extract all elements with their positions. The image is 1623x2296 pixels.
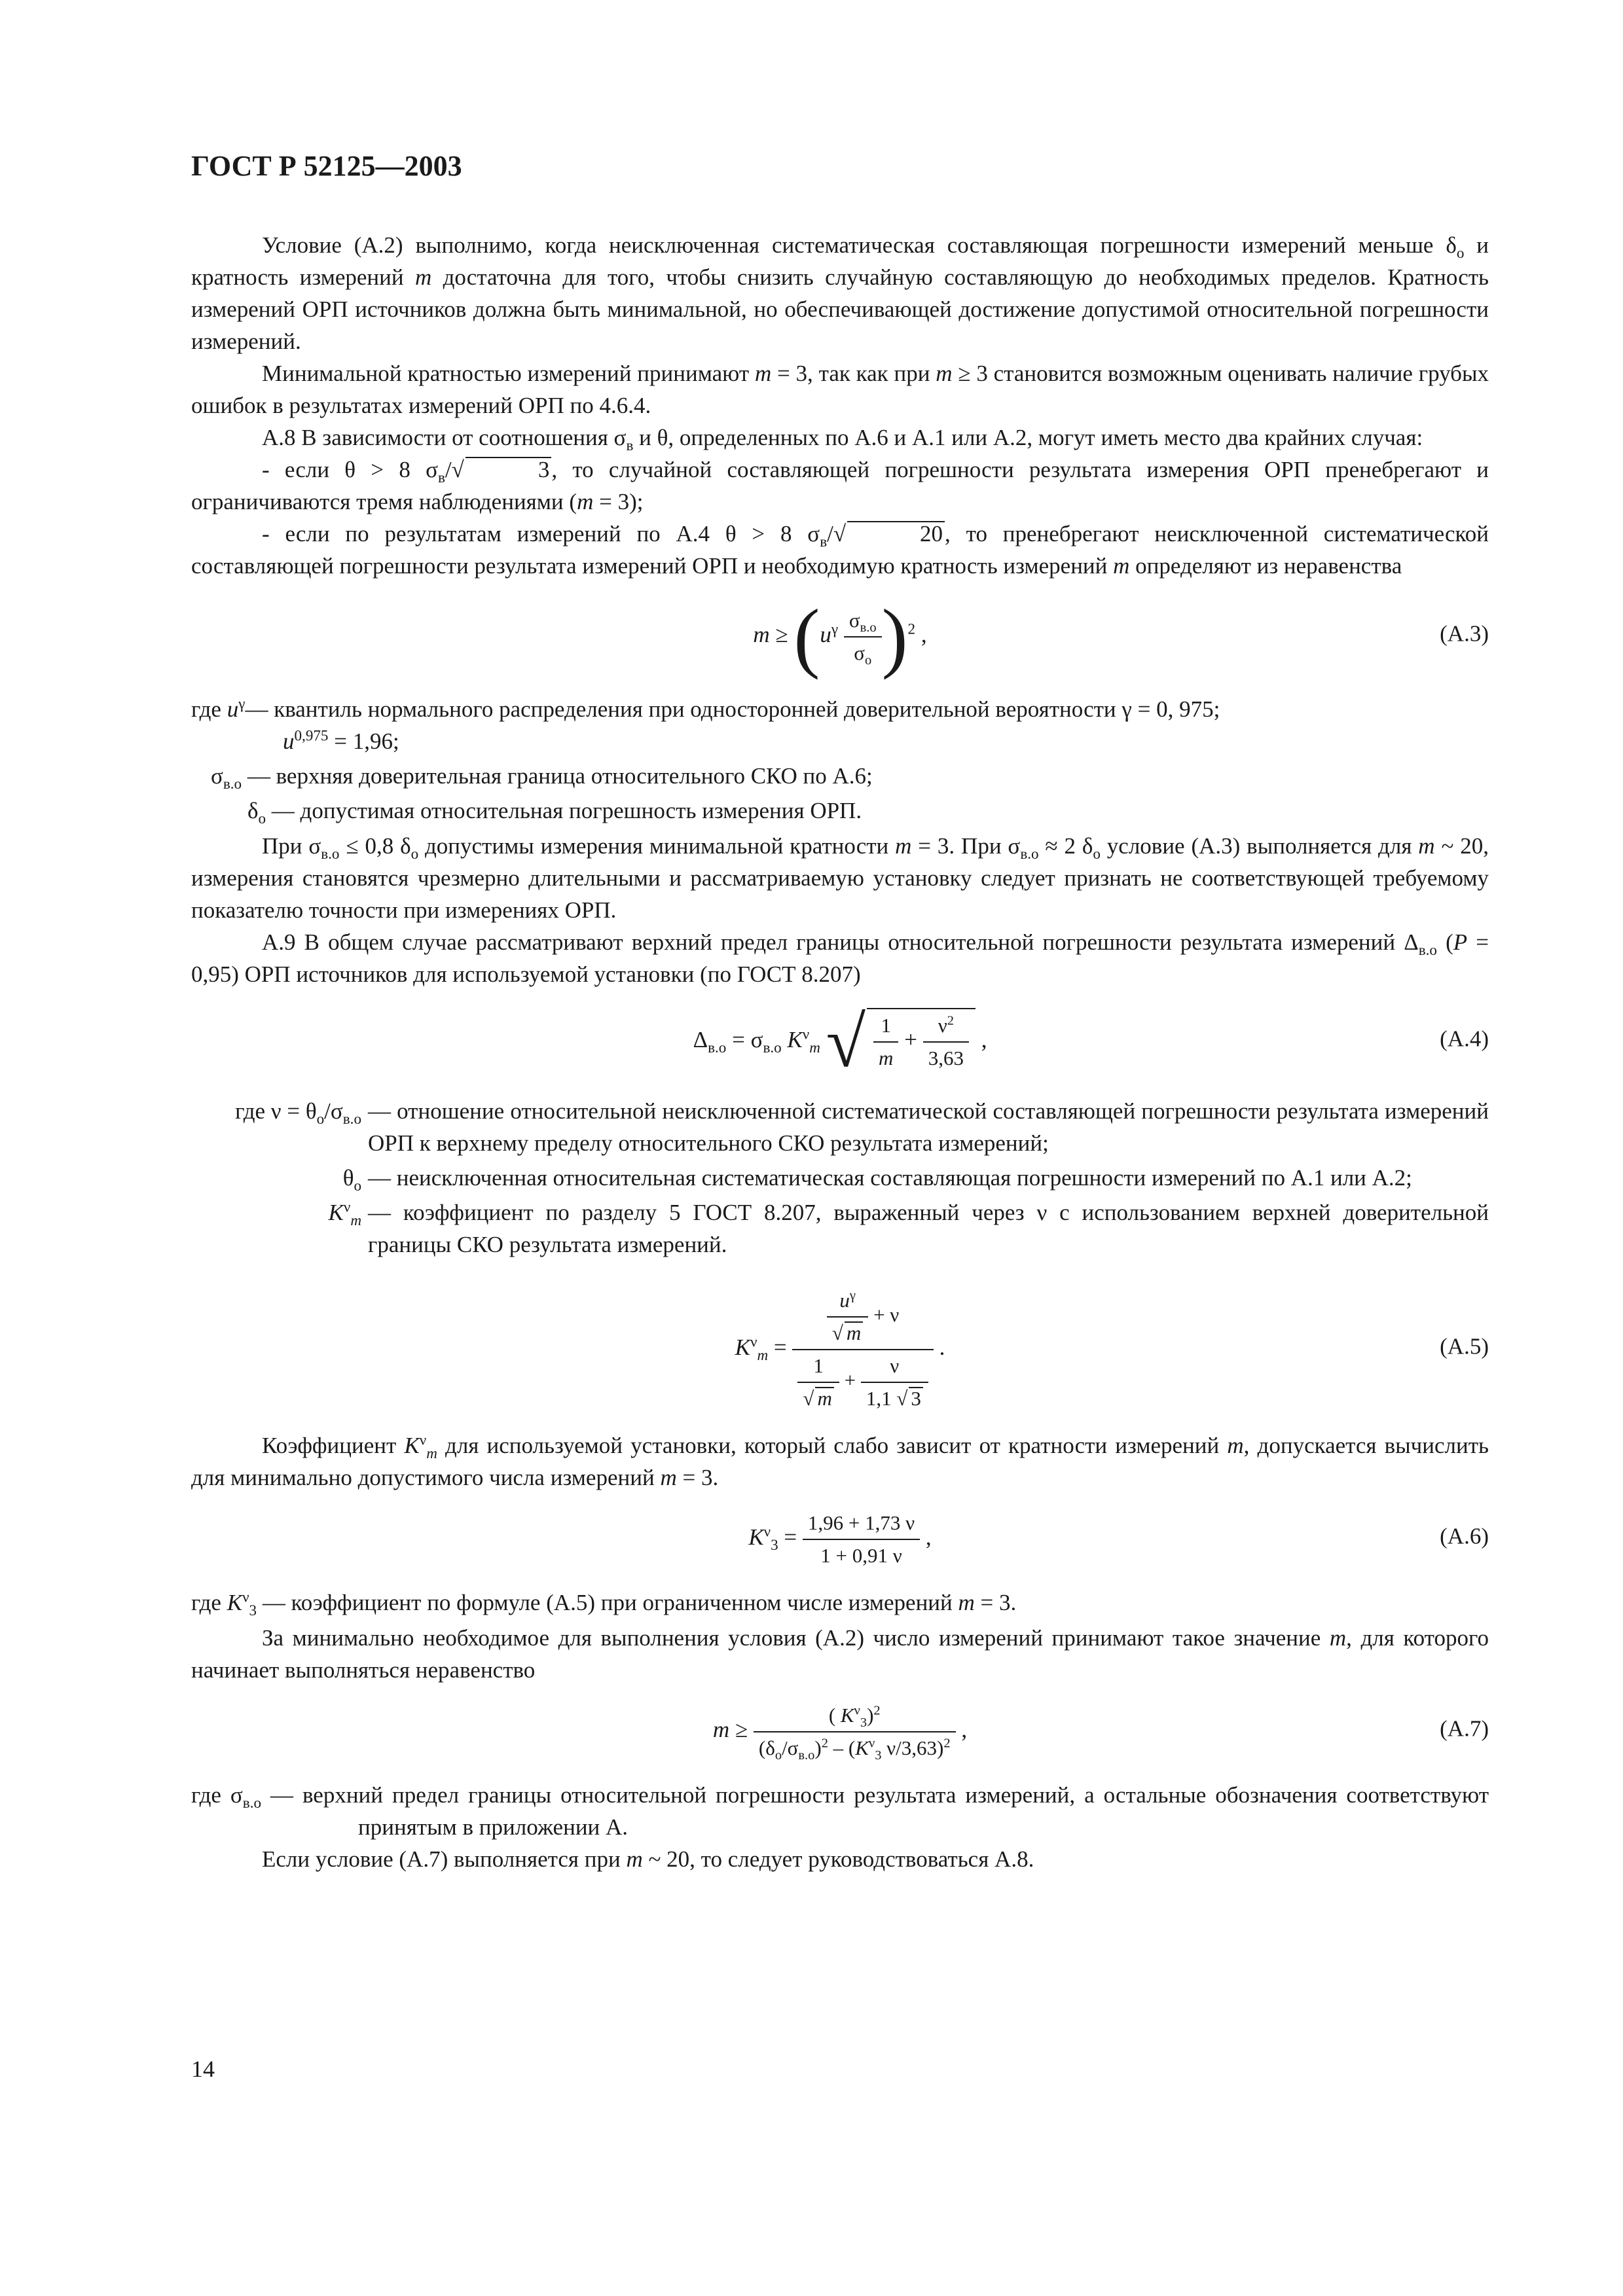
paragraph: Минимальной кратностью измерений принимают m = 3, так как при m ≥ 3 становится возможным оценивать наличие грубых ошибок в результатах измерений ОРП по 4.6.4. (191, 361, 1489, 418)
formula-number: (А.6) (1440, 1523, 1489, 1549)
page-number: 14 (191, 2056, 215, 2082)
document-header: ГОСТ Р 52125—2003 (191, 150, 462, 182)
formula-a7: m ≥ $\frac{( K^\nu_3)^2}{(\delta_о/\sigma_{в.о})^2 - (K^\nu_3 \nu/3,63)^2}$ , (А.7) (191, 1702, 1489, 1762)
paragraph: Если условие (А.7) выполняется при m ~ 20, то следует руководствоваться А.8. (262, 1846, 1034, 1872)
paragraph: - если θ > 8 $\sigma_в/√$ 3, то случайной составляющей погрешности результата измерения ОРП пренебрегают и ограничиваются тремя наблюдениями (m = 3); (191, 457, 1489, 514)
document-body (191, 229, 1489, 1875)
definition-continued: $u^{0,975} = 1,96$; (283, 726, 399, 754)
definition-list (191, 1095, 1489, 1261)
paragraph: Коэффициент $K^\nu_m$ для используемой установки, который слабо зависит от кратности измерений m, допускается вычислить для минимально допустимого числа измерений m = 3. (191, 1431, 1489, 1490)
formula-number: (А.5) (1440, 1333, 1489, 1359)
definition: где $\sigma_{в.о}$ — верхний предел границы относительной погрешности результата измерений, а остальные обозначения соответствуют принятым в приложении А. (191, 1782, 1489, 1840)
definition: $\sigma_{в.о}$ — верхняя доверительная граница относительного СКО по А.6; (211, 763, 873, 792)
definition: $\theta_о$ — неисключенная относительная систематическая составляющая погрешности измерений по А.1 или А.2; (342, 1165, 1412, 1194)
formula-number: (А.7) (1440, 1715, 1489, 1742)
formula-a6: $K^\nu_3$ = $\frac{1,96 + 1,73 \nu}{1 + 0,91 \nu}$ , (А.6) (191, 1509, 1489, 1570)
definition: где $\nu = \theta_о/\sigma_{в.о}$ — отношение относительной неисключенной систематической составляющей погрешности результата измерений ОРП к верхнему пределу относительного СКО результата измерений; (235, 1098, 1489, 1156)
formula-number: (А.3) (1440, 620, 1489, 647)
definition: где $K^\nu_3$ — коэффициент по формуле (А.5) при ограниченном числе измерений m = 3. (191, 1588, 1017, 1619)
paragraph: - если по результатам измерений по А.4 θ > 8 $\sigma_в/√$ 20, то пренебрегают неисключенной систематической составляющей погрешности результата измерений ОРП и необходимую кратность измерений m определяют из неравенства (191, 521, 1489, 579)
definition: где $u^\gamma$ — квантиль нормального распределения при односторонней доверительной вероятности γ = 0, 975; (191, 694, 1220, 722)
definition: $K^\nu_m$ — коэффициент по разделу 5 ГОСТ 8.207, выраженный через ν с использованием верхней доверительной границы СКО результата измерений. (328, 1198, 1489, 1257)
formula-a3: $m \ge (u^\gamma$ $\frac{\sigma_{в.о}}{\sigma_о}$ )$^2$ , (А.3) (753, 593, 1489, 680)
formula-a4: $\Delta_{в.о} = \sigma_{в.о}$ $K^\nu_m$ √ $\frac{1}{m}$ + $\frac{\nu^2}{3,63}$ , (А.4) (693, 1002, 1489, 1082)
definition: $\delta_о$ — допустимая относительная погрешность измерения ОРП. (247, 798, 862, 827)
paragraph: Условие (А.2) выполнимо, когда неисключенная систематическая составляющая погрешности измерений меньше $\delta_о$ и кратность измерений m достаточна для того, чтобы снизить случайную составляющую до необходимых пределов. Кратность измерений ОРП источников должна быть минимальной, но обеспечивающей достижение допустимой относительной погрешности измерений. (191, 232, 1489, 354)
paragraph: За минимально необходимое для выполнения условия (А.2) число измерений принимают такое значение m, для которого начинает выполняться неравенство (191, 1625, 1489, 1683)
paragraph: А.8 В зависимости от соотношения $\sigma_в$ и θ, определенных по А.6 и А.1 или А.2, могут иметь место два крайних случая: (262, 425, 1423, 454)
formula-a5: $K^\nu_m$ = $\frac{u^\gamma}{√ m}$ + ν $\frac{1}{√ m}$ + $\frac{\nu}{1,1 √ 3}$ . (А.5) (191, 1287, 1489, 1412)
paragraph: А.9 В общем случае рассматривают верхний предел границы относительной погрешности результата измерений $\Delta_{в.о}$ (P = 0,95) ОРП источников для используемой установки (по ГОСТ 8.207) (191, 929, 1489, 987)
formula-number: (А.4) (1440, 1026, 1489, 1052)
paragraph: При $\sigma_{в.о} \le 0,8$ $\delta_о$ допустимы измерения минимальной кратности m = 3. При $\sigma_{в.о} \approx 2$ $\delta_о$ условие (А.3) выполняется для m ~ 20, измерения становятся чрезмерно длительными и рассматриваемую установку следует признать не соответствующей требуемому показателю точности при измерениях ОРП. (191, 833, 1489, 923)
